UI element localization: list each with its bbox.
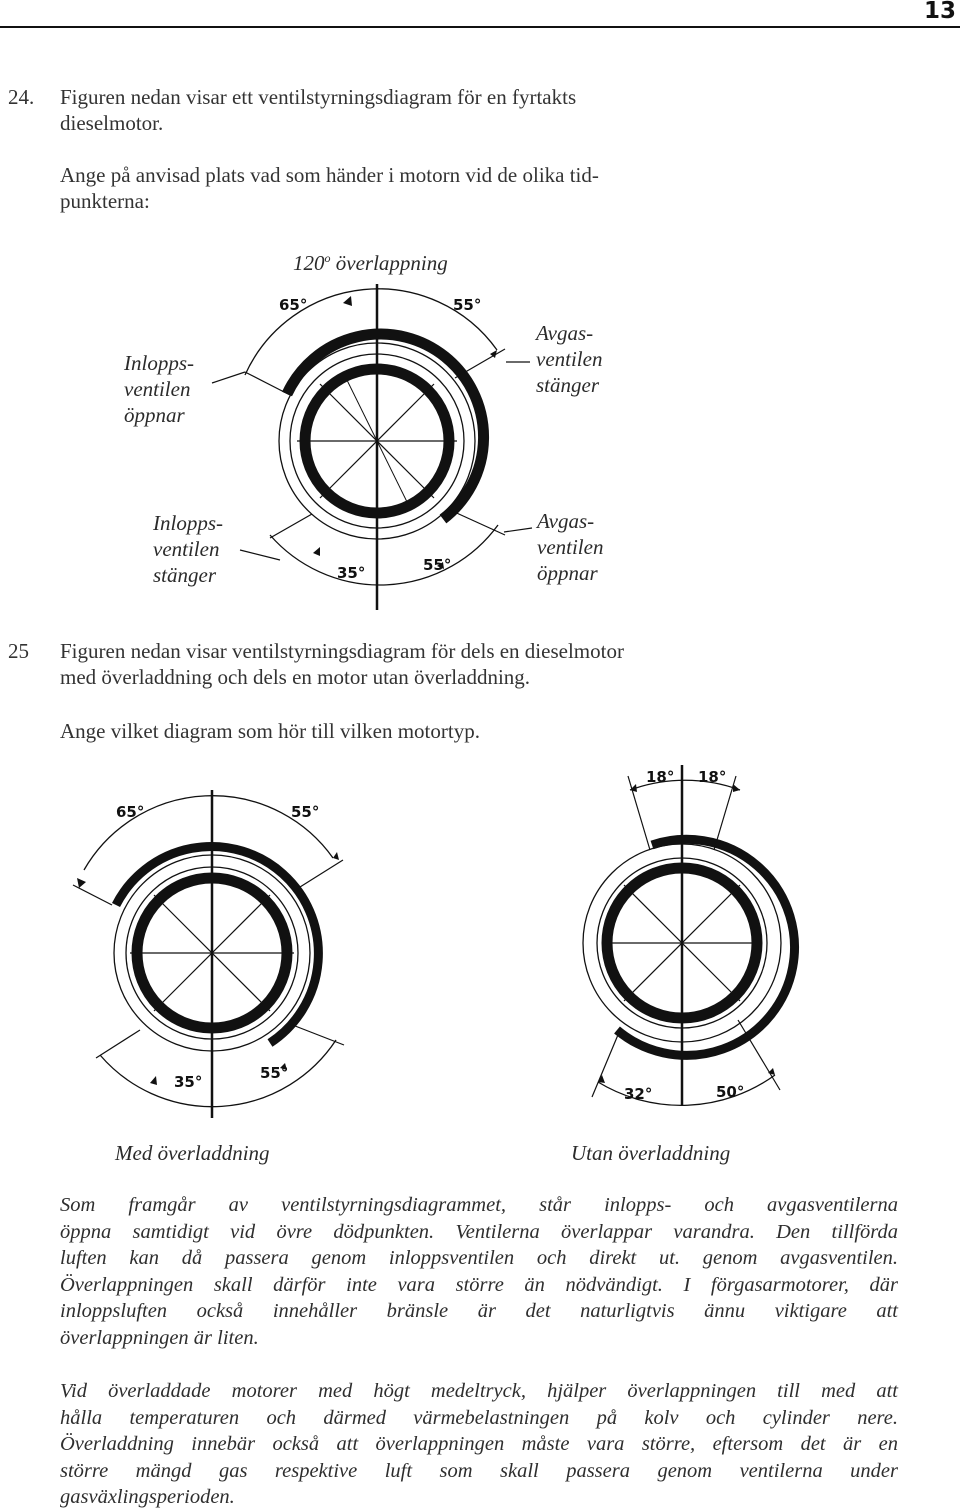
answer-line: större mängd gas respektive luft som skall passera genom ventilerna under bbox=[60, 1459, 898, 1482]
question-24-number: 24. bbox=[8, 85, 35, 109]
angle-label: 55° bbox=[423, 556, 452, 574]
answer-line: öppna samtidigt vid övre dödpunkten. Ventilerna överlappar varandra. Den tillförda bbox=[60, 1220, 898, 1243]
page-number: 13 bbox=[923, 0, 956, 24]
question-25-line-3: Ange vilket diagram som hör till vilken motortyp. bbox=[60, 719, 480, 743]
label-line: ventilen bbox=[153, 537, 220, 561]
angle-label: 55° bbox=[260, 1064, 289, 1082]
question-25-line-2: med överladdning och dels en motor utan överladdning. bbox=[60, 665, 531, 689]
label-line: öppnar bbox=[124, 403, 185, 427]
angle-label: 65° bbox=[116, 803, 145, 821]
label-line: ventilen bbox=[124, 377, 191, 401]
angle-label: 18° bbox=[698, 768, 727, 786]
answer-line: Överlappningen skall därför inte vara större än nödvändigt. I förgasarmotorer, där bbox=[60, 1273, 898, 1296]
caption-naturally-aspirated: Utan överladdning bbox=[571, 1141, 731, 1165]
angle-label: 55° bbox=[453, 296, 482, 314]
answer-line: Överladdning innebär också att överlappningen måste vara större, eftersom det är en bbox=[60, 1433, 898, 1455]
angle-label: 50° bbox=[716, 1083, 745, 1101]
question-24-line-4: punkterna: bbox=[60, 189, 150, 213]
overlap-degrees: 120 bbox=[293, 251, 325, 275]
question-25-line-1: Figuren nedan visar ventilstyrningsdiagram för dels en dieselmotor bbox=[60, 639, 624, 663]
answer-line: gasväxlingsperioden. bbox=[60, 1486, 235, 1508]
answer-line: överlappningen är liten. bbox=[60, 1326, 259, 1349]
answer-line: inloppsluften också innehåller bränsle är det naturligtvis ännu viktigare att bbox=[60, 1300, 898, 1322]
question-24-line-1: Figuren nedan visar ett ventilstyrningsdiagram för en fyrtakts bbox=[60, 85, 577, 109]
label-line: stänger bbox=[536, 373, 599, 397]
label-line: stänger bbox=[153, 563, 216, 587]
angle-label: 18° bbox=[646, 768, 675, 786]
answer-line: Vid överladdade motorer med högt medeltryck, hjälper överlappningen till med att bbox=[60, 1380, 898, 1402]
answer-line: Som framgår av ventilstyrningsdiagrammet, står inlopps- och avgasventilerna bbox=[60, 1194, 898, 1216]
angle-label: 32° bbox=[624, 1085, 653, 1103]
label-line: ventilen bbox=[537, 535, 604, 559]
label-line: öppnar bbox=[537, 561, 598, 585]
angle-label: 55° bbox=[291, 803, 320, 821]
angle-label: 65° bbox=[279, 296, 308, 314]
overlap-word: överlappning bbox=[335, 251, 448, 275]
label-line: ventilen bbox=[536, 347, 603, 371]
angle-label: 35° bbox=[337, 564, 366, 582]
label-line: Avgas- bbox=[537, 509, 595, 533]
angle-label: 35° bbox=[174, 1073, 203, 1091]
caption-supercharged: Med överladdning bbox=[115, 1141, 270, 1165]
answer-line: hålla temperaturen och därmed värmebelastningen på kolv och cylinder nere. bbox=[60, 1406, 898, 1429]
answer-paragraph-2 bbox=[60, 1378, 898, 1511]
label-line: Inlopps- bbox=[124, 351, 194, 375]
question-25-number: 25 bbox=[8, 639, 29, 663]
question-24-line-2: dieselmotor. bbox=[60, 111, 164, 135]
answer-line: luften kan då passera genom inloppsventilen och direkt ut. genom avgasventilen. bbox=[60, 1247, 898, 1269]
answer-paragraph-1 bbox=[60, 1192, 898, 1351]
label-line: Avgas- bbox=[536, 321, 594, 345]
question-24-line-3: Ange på anvisad plats vad som händer i motorn vid de olika tid- bbox=[60, 163, 599, 187]
label-line: Inlopps- bbox=[153, 511, 223, 535]
overlap-degree-sup: o bbox=[324, 251, 331, 265]
